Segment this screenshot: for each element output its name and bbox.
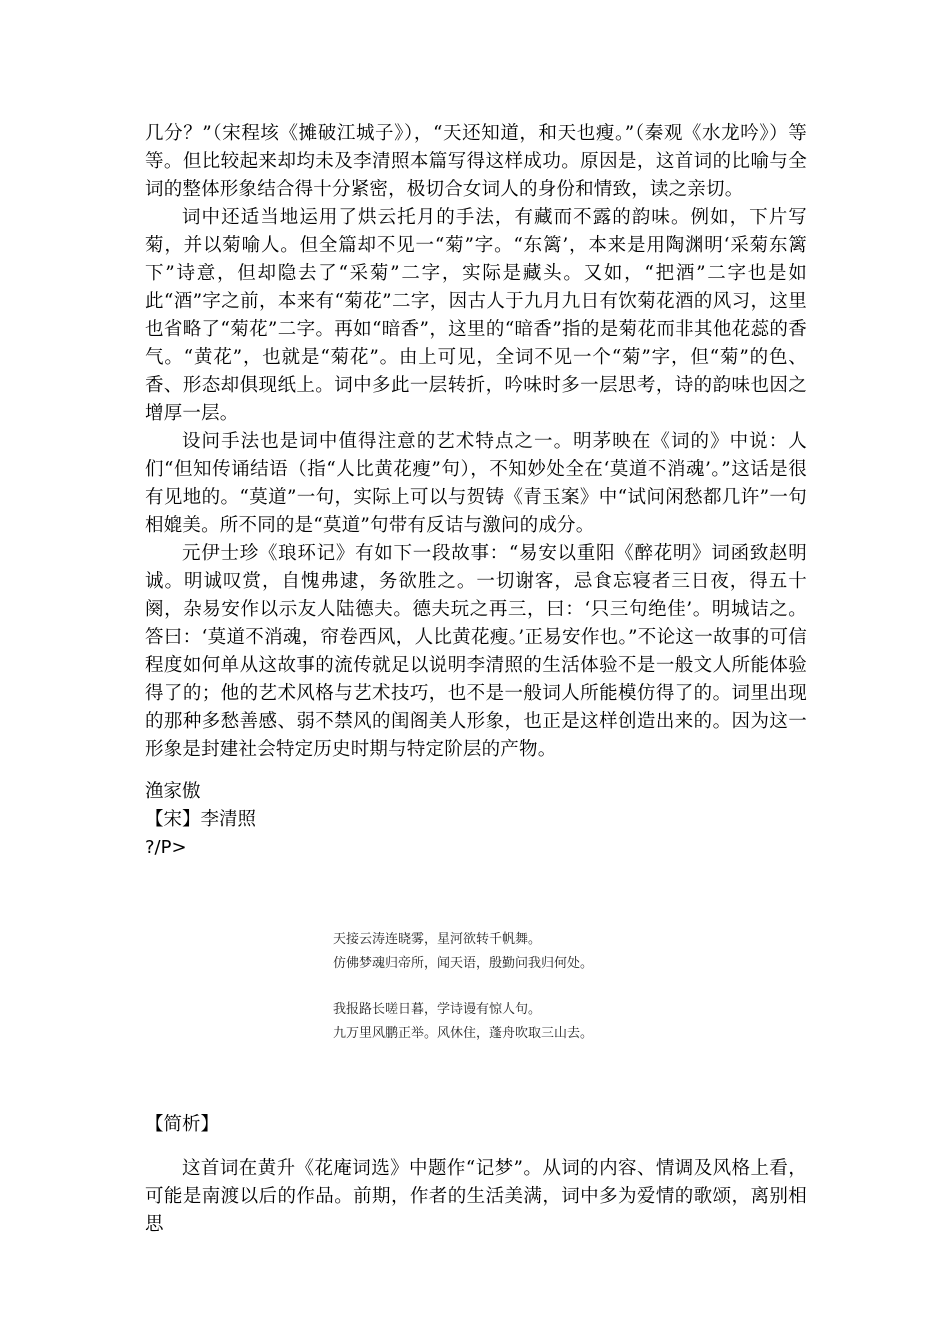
analysis-heading: 【简析】 bbox=[145, 1114, 220, 1135]
poem-line: 仿佛梦魂归帝所，闻天语，殷勤问我归何处。 bbox=[333, 956, 594, 971]
paragraph-3: 设问手法也是词中值得注意的艺术特点之一。明茅映在《词的》中说：人们“但知传诵结语（指“人比黄花瘦”句），不知妙处全在‘莫道不消魂’。”这话是很有见地的。“莫道”一句，实际上可以与贺铸《青玉案》中“试问闲愁都几许”一句相媲美。所不同的是“莫道”句带有反诘与激问的成分。 bbox=[145, 431, 807, 536]
poem-line: 天接云涛连晓雾，星河欲转千帆舞。 bbox=[333, 932, 542, 947]
paragraph-1: 几分？”（宋程垓《摊破江城子》），“天还知道，和天也瘦。”（秦观《水龙吟》）等等。但比较起来却均未及李清照本篇写得这样成功。原因是，这首词的比喻与全词的整体形象结合得十分紧密，极切合女词人的身份和情致，读之亲切。 bbox=[145, 123, 807, 200]
paragraph-4: 元伊士珍《琅环记》有如下一段故事：“易安以重阳《醉花明》词函致赵明诚。明诚叹赏，自愧弗逮，务欲胜之。一切谢客，忌食忘寝者三日夜，得五十阕，杂易安作以示友人陆德夫。德夫玩之再三，曰：‘只三句绝佳’。明城诘之。答曰：‘莫道不消魂，帘卷西风，人比黄花瘦。’正易安作也。”不论这一故事的可信程度如何单从这故事的流传就足以说明李清照的生活体验不是一般文人所能体验得了的；他的艺术风格与艺术技巧，也不是一般词人所能模仿得了的。词里出现的那种多愁善感、弱不禁风的闺阁美人形象，也正是这样创造出来的。因为这一形象是封建社会特定历史时期与特定阶层的产物。 bbox=[145, 543, 807, 760]
poem-author: 【宋】李清照 bbox=[145, 809, 257, 830]
analysis-paragraph: 这首词在黄升《花庵词选》中题作“记梦”。从词的内容、情调及风格上看，可能是南渡以后的作品。前期，作者的生活美满，词中多为爱情的歌颂，离别相思 bbox=[145, 1158, 807, 1235]
poem-title-block bbox=[145, 778, 807, 862]
commentary-section bbox=[145, 120, 807, 862]
stanza-break bbox=[333, 976, 753, 998]
paragraph-2: 词中还适当地运用了烘云托月的手法，有藏而不露的韵味。例如，下片写菊，并以菊喻人。但全篇却不见一“菊”字。“东篱’，本来是用陶渊明‘采菊东篱下”诗意，但却隐去了“采菊”二字，实际是藏头。又如，“把酒”二字也是如此“酒”字之前，本来有“菊花”二字，因古人于九月九日有饮菊花酒的风习，这里也省略了“菊花”二字。再如“暗香”，这里的“暗香”指的是菊花而非其他花蕊的香气。“黄花”，也就是“菊花”。由上可见，全词不见一个“菊”字，但“菊”的色、香、形态却俱现纸上。词中多此一层转折，吟味时多一层思考，诗的韵味也因之增厚一层。 bbox=[145, 207, 807, 424]
poem-text bbox=[333, 928, 753, 1046]
markup-artifact: ?/P> bbox=[145, 837, 187, 858]
analysis-section bbox=[145, 1111, 807, 1239]
poem-line: 我报路长嗟日暮，学诗谩有惊人句。 bbox=[333, 1002, 542, 1017]
poem-line: 九万里风鹏正举。风休住，蓬舟吹取三山去。 bbox=[333, 1026, 594, 1041]
poem-name: 渔家傲 bbox=[145, 781, 201, 802]
